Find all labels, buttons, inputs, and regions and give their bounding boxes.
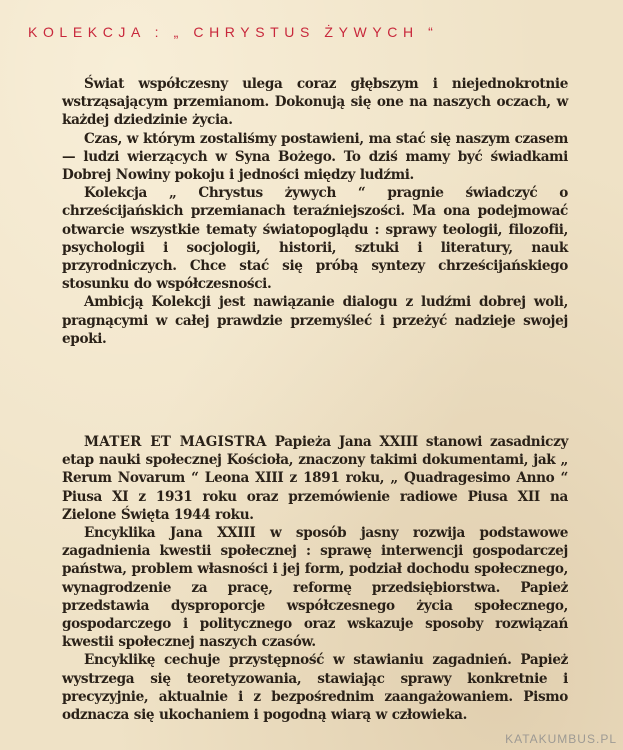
intro-paragraph-2: Czas, w którym zostaliśmy postawieni, ma stać się naszym czasem — ludzi wierzących w Syna Bożego. To dziś mamy być świadkami Dobrej Nowiny pokoju i jedności między ludźmi. — [62, 130, 568, 184]
mater-text-block — [62, 433, 568, 724]
mater-paragraph-2: Encyklika Jana XXIII w sposób jasny rozwija podstawowe zagadnienia kwestii społecznej : sprawę interwencji gospodarczej państwa, problem własności i jej form, podział dochodu społecznego, wynagrodzenie za pracę, reformę przedsiębiorstwa. Papież przedstawia dysproporcje współczesnego życia społecznego, gospodarczego i politycznego oraz wskazuje sposoby rozwiązań kwestii społecznej naszych czasów. — [62, 525, 568, 651]
intro-paragraph-1: Świat współczesny ulega coraz głębszym i niejednokrotnie wstrząsającym przemianom. Dokonują się one na naszych oczach, w każdej dziedzinie życia. — [62, 76, 568, 129]
intro-text-block — [62, 75, 568, 348]
series-header: KOLEKCJA : „ CHRYSTUS ŻYWYCH “ — [28, 24, 439, 40]
mater-paragraph-3: Encyklikę cechuje przystępność w stawianiu zagadnień. Papież wystrzega się teoretyzowania, stawiając sprawy konkretnie i precyzyjnie, aktualnie i z bezpośrednim zaangażowaniem. Pismo odznacza się ukochaniem i pogodną wiarą w człowieka. — [62, 652, 568, 724]
intro-paragraph-4: Ambicją Kolekcji jest nawiązanie dialogu z ludźmi dobrej woli, pragnącymi w całej prawdzie przemyśleć i przeżyć nadzieje swojej epoki. — [62, 294, 568, 347]
intro-paragraph-3: Kolekcja „ Chrystus żywych “ pragnie świadczyć o chrześcijańskich przemianach teraźniejszości. Ma ona podejmować otwarcie wszystkie tematy światopoglądu : sprawy teologii, filozofii, psychologii i socjologii, historii, sztuki i literatury, nauk przyrodniczych. Chce stać się próbą syntezy chrześcijańskiego stosunku do współczesności. — [62, 185, 568, 293]
watermark: KATAKUMBUS.PL — [505, 732, 617, 746]
mater-paragraph-1-text: Papieża Jana XXIII stanowi zasadniczy etap nauki społecznej Kościoła, znaczony takimi dokumentami, jak „ Rerum Novarum “ Leona XIII z 1891 roku, „ Quadragesimo Anno “ Piusa XI z 1931 roku oraz przemówienie radiowe Piusa XII na Zielone Święta 1944 roku. — [62, 434, 568, 523]
mater-paragraph-1 — [62, 433, 568, 524]
encyclical-title: MATER ET MAGISTRA — [84, 434, 267, 450]
